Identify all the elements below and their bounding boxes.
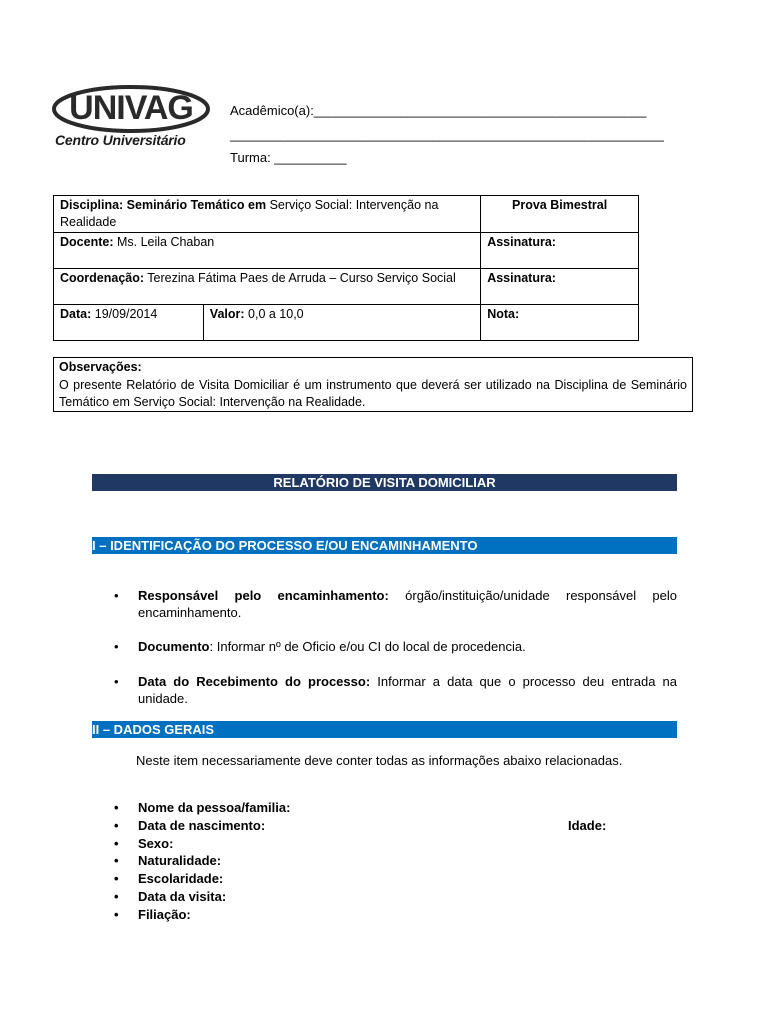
bullet-icon: • [114,871,119,887]
data-cell [54,305,204,341]
data-label: Data: [60,307,92,321]
assinatura-label-1: Assinatura: [487,235,556,249]
docente-value: Ms. Leila Chaban [113,235,215,249]
intro-text: Neste item necessariamente deve conter todas as informações abaixo relacionadas. [136,753,623,768]
logo-subtitle: Centro Universitário [55,132,186,148]
table-row [54,196,639,233]
idade-label: Idade: [568,817,607,833]
list-item [112,587,677,621]
disciplina-label: Disciplina: Seminário Temático em [60,198,267,212]
bullet-icon: • [114,906,119,922]
coordenacao-cell [54,269,481,305]
prova-label: Prova Bimestral [512,198,608,212]
field-label: Data da visita: [138,888,227,904]
list-item [112,906,632,924]
list-item [112,888,632,906]
coordenacao-value: Terezina Fátima Paes de Arruda – Curso Serviço Social [144,271,456,285]
observacoes-box [53,357,693,412]
item-text: : Informar nº de Oficio e/ou CI do local de procedencia. [209,639,526,654]
item-text: órgão/instituição/unidade responsável pelo encaminhamento. [138,588,677,620]
observacoes-label: Observações: [59,360,142,374]
course-info-table [53,195,639,341]
list-item [112,799,632,817]
nota-label: Nota: [487,307,520,321]
valor-cell [203,305,480,341]
turma-line: Turma: __________ [230,150,347,165]
valor-value: 0,0 a 10,0 [244,307,304,321]
assinatura-cell-1 [481,233,639,269]
coordenacao-label: Coordenação: [60,271,145,285]
list-item [112,638,677,655]
bullet-icon: • [114,835,119,851]
field-label: Sexo: [138,835,174,851]
observacoes-text: O presente Relatório de Visita Domiciliar é um instrumento que deverá ser utilizado na Disciplina de Seminário Temático em Serviço Social: Intervenção na Realidade. [59,377,687,409]
bullet-icon: • [114,853,119,869]
bullet-icon: • [114,888,119,904]
logo-main-text: UNIVAG [69,89,193,127]
report-title: RELATÓRIO DE VISITA DOMICILIAR [92,474,677,491]
valor-label: Valor: [209,307,245,321]
field-label: Escolaridade: [138,871,224,887]
prova-cell [481,196,639,233]
list-item [112,835,632,853]
item-label: Documento [138,639,210,654]
list-item [112,817,632,835]
field-label: Nome da pessoa/familia: [138,800,291,815]
docente-cell [54,233,481,269]
univag-logo-mark [52,84,212,134]
field-label: Naturalidade: [138,853,222,869]
data-value: 19/09/2014 [91,307,158,321]
section-2-intro [92,752,677,769]
section-1-list [112,587,677,707]
nota-cell [481,305,639,341]
disciplina-cell [54,196,481,233]
assinatura-label-2: Assinatura: [487,271,556,285]
field-label: Data de nascimento: [138,817,266,833]
item-label: Responsável pelo encaminhamento: [138,588,389,603]
assinatura-cell-2 [481,269,639,305]
table-row [54,233,639,269]
table-row [54,269,639,305]
field-label: Filiação: [138,906,191,922]
univag-logo [52,84,212,154]
list-item [112,852,632,870]
list-item [112,673,677,707]
section-2-title: II – DADOS GERAIS [92,721,677,738]
section-1-title: I – IDENTIFICAÇÃO DO PROCESSO E/OU ENCAMINHAMENTO [92,537,677,554]
bullet-icon: • [114,817,119,833]
bullet-icon: • [114,800,119,815]
table-row [54,305,639,341]
dados-gerais-list [112,799,632,924]
item-label: Data do Recebimento do processo: [138,674,371,689]
list-item [112,870,632,888]
academico-line: Acadêmico(a):______________________________________________ [230,103,647,118]
blank-line: ____________________________________________________________ [230,127,664,142]
docente-label: Docente: [60,235,114,249]
bullet-icon: • [114,674,119,689]
bullet-icon: • [114,639,119,654]
item-text: Informar a data que o processo deu entrada na unidade. [138,674,677,706]
bullet-icon: • [114,588,119,603]
disciplina-value: Serviço Social: Intervenção na Realidade [60,198,439,229]
